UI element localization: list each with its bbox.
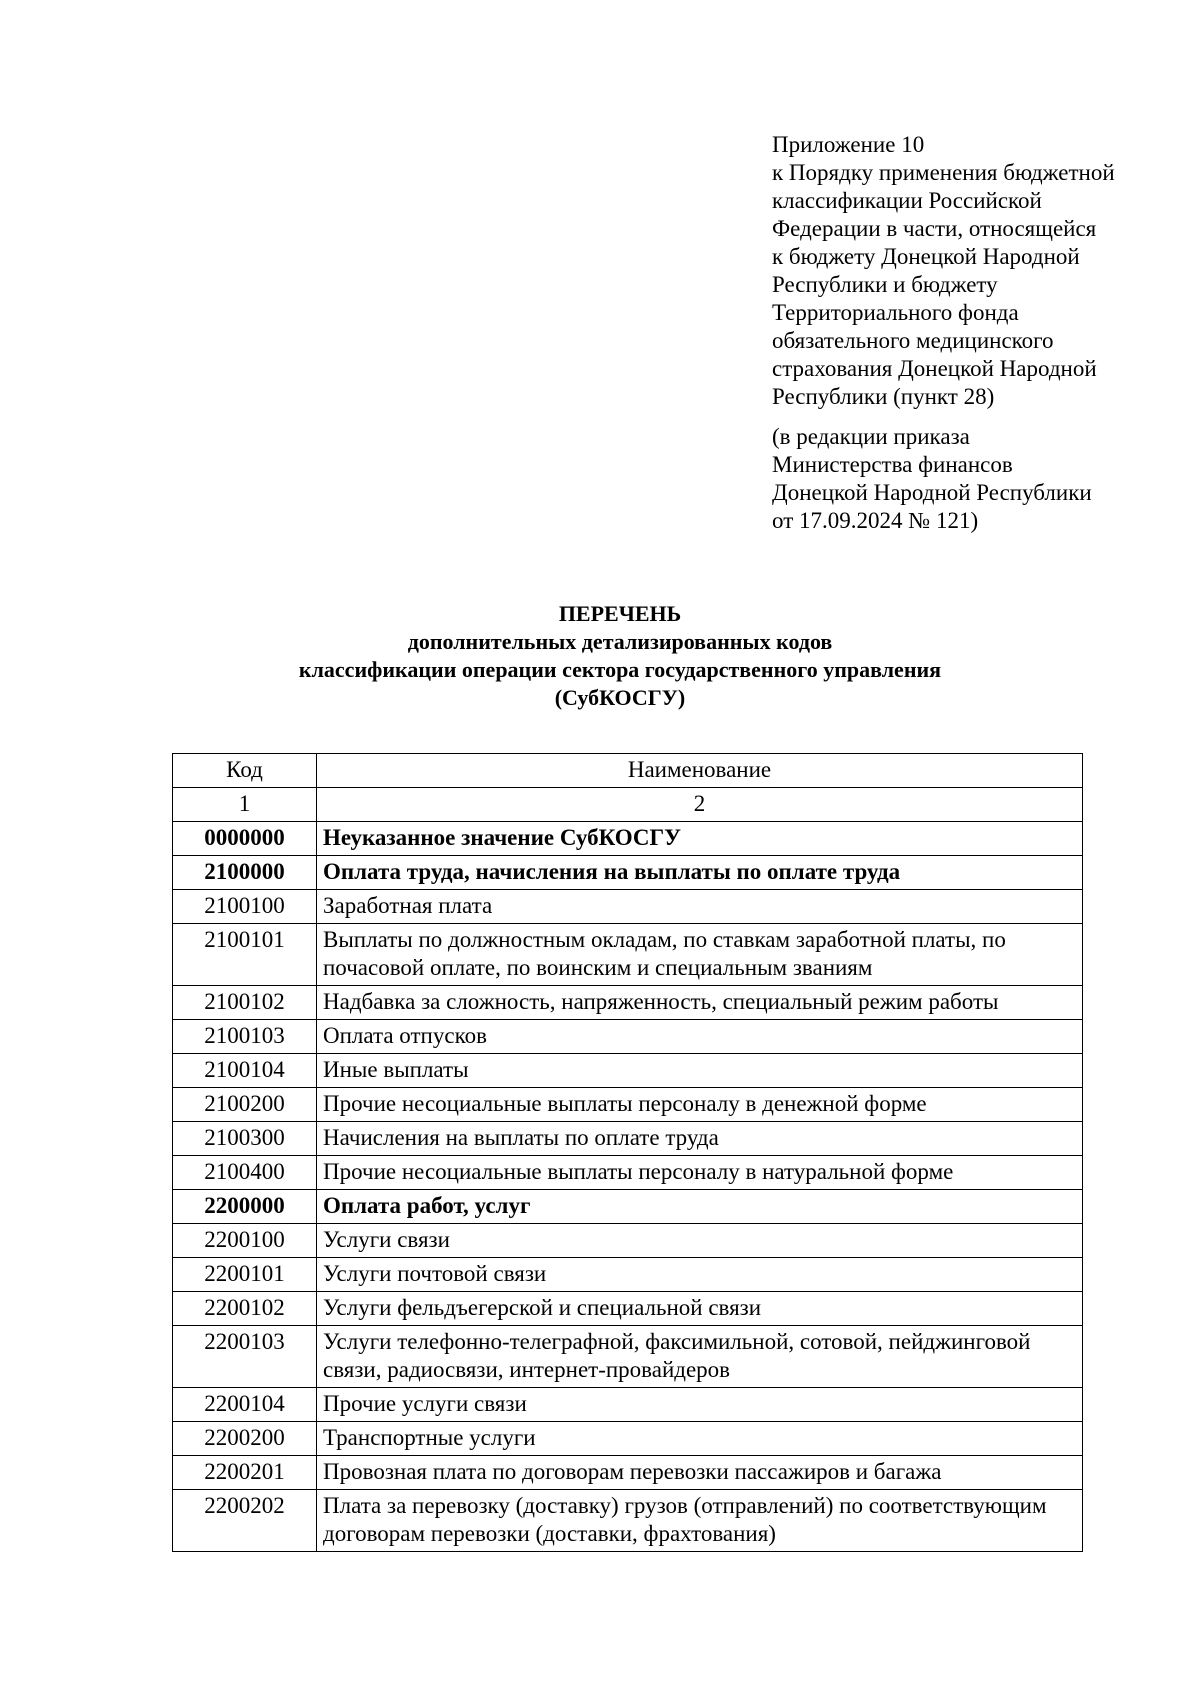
edition-line: Донецкой Народной Республики: [772, 480, 1092, 505]
subkosgu-table: [172, 753, 1083, 1552]
name-cell: Прочие несоциальные выплаты персоналу в натуральной форме: [317, 1156, 1083, 1190]
table-row: [173, 1190, 1083, 1224]
name-cell: Транспортные услуги: [317, 1422, 1083, 1456]
table-row: [173, 856, 1083, 890]
table-row: [173, 1456, 1083, 1490]
table-row: [173, 1388, 1083, 1422]
name-cell: Начисления на выплаты по оплате труда: [317, 1122, 1083, 1156]
name-cell: Прочие несоциальные выплаты персоналу в денежной форме: [317, 1088, 1083, 1122]
name-cell: Услуги почтовой связи: [317, 1258, 1083, 1292]
table-row: [173, 1490, 1083, 1552]
appendix-line: Федерации в части, относящейся: [772, 216, 1097, 241]
appendix-line: страхования Донецкой Народной: [772, 356, 1097, 381]
table-row: [173, 986, 1083, 1020]
table-numbering-row: [173, 788, 1083, 822]
column-header-name: Наименование: [317, 754, 1083, 788]
table-row: [173, 1156, 1083, 1190]
appendix-line: классификации Российской: [772, 188, 1042, 213]
code-cell: 2200101: [173, 1258, 317, 1292]
code-cell: 2100400: [173, 1156, 317, 1190]
code-cell: 2100101: [173, 924, 317, 986]
subkosgu-table-body: [173, 754, 1083, 1552]
code-cell: 2100100: [173, 890, 317, 924]
code-cell: 2100104: [173, 1054, 317, 1088]
table-row: [173, 1122, 1083, 1156]
table-row: [173, 822, 1083, 856]
table-row: [173, 1054, 1083, 1088]
name-cell: Провозная плата по договорам перевозки пассажиров и багажа: [317, 1456, 1083, 1490]
code-cell: 2100200: [173, 1088, 317, 1122]
code-cell: 2200200: [173, 1422, 317, 1456]
code-cell: 2200202: [173, 1490, 317, 1552]
appendix-line: Республики (пункт 28): [772, 384, 995, 409]
name-cell: Заработная плата: [317, 890, 1083, 924]
name-cell: Выплаты по должностным окладам, по ставкам заработной платы, по почасовой оплате, по воинским и специальным званиям: [317, 924, 1083, 986]
name-cell: Услуги фельдъегерской и специальной связи: [317, 1292, 1083, 1326]
table-row: [173, 1422, 1083, 1456]
code-cell: 2200104: [173, 1388, 317, 1422]
code-cell: 2100103: [173, 1020, 317, 1054]
document-heading: [160, 600, 1080, 712]
table-row: [173, 1224, 1083, 1258]
edition-line: от 17.09.2024 № 121): [772, 508, 979, 533]
code-cell: 0000000: [173, 822, 317, 856]
name-cell: Оплата труда, начисления на выплаты по оплате труда: [317, 856, 1083, 890]
document-subtitle: классификации операции сектора государственного управления: [298, 657, 942, 682]
column-header-code: Код: [173, 754, 317, 788]
name-cell: Услуги телефонно-телеграфной, факсимильной, сотовой, пейджинговой связи, радиосвязи, интернет-провайдеров: [317, 1326, 1083, 1388]
code-cell: 2200100: [173, 1224, 317, 1258]
code-cell: 2200201: [173, 1456, 317, 1490]
code-cell: 2100300: [173, 1122, 317, 1156]
document-title: ПЕРЕЧЕНЬ: [558, 601, 682, 626]
code-cell: 2200000: [173, 1190, 317, 1224]
code-cell: 2100000: [173, 856, 317, 890]
document-subtitle: дополнительных детализированных кодов: [407, 629, 833, 654]
table-row: [173, 924, 1083, 986]
table-row: [173, 1258, 1083, 1292]
appendix-block: [772, 131, 1172, 535]
appendix-spacer: [772, 411, 1172, 423]
column-number-code: 1: [173, 788, 317, 822]
name-cell: Неуказанное значение СубКОСГУ: [317, 822, 1083, 856]
name-cell: Оплата работ, услуг: [317, 1190, 1083, 1224]
name-cell: Плата за перевозку (доставку) грузов (отправлений) по соответствующим договорам перевозки (доставки, фрахтования): [317, 1490, 1083, 1552]
name-cell: Иные выплаты: [317, 1054, 1083, 1088]
table-row: [173, 1292, 1083, 1326]
edition-line: Министерства финансов: [772, 452, 1013, 477]
code-cell: 2100102: [173, 986, 317, 1020]
code-cell: 2200103: [173, 1326, 317, 1388]
appendix-line: обязательного медицинского: [772, 328, 1054, 353]
edition-line: (в редакции приказа: [772, 424, 970, 449]
appendix-line: Территориального фонда: [772, 300, 1019, 325]
table-row: [173, 1326, 1083, 1388]
table-row: [173, 890, 1083, 924]
table-header-row: [173, 754, 1083, 788]
column-number-name: 2: [317, 788, 1083, 822]
appendix-line: к бюджету Донецкой Народной: [772, 244, 1080, 269]
name-cell: Прочие услуги связи: [317, 1388, 1083, 1422]
table-row: [173, 1088, 1083, 1122]
name-cell: Оплата отпусков: [317, 1020, 1083, 1054]
appendix-line: к Порядку применения бюджетной: [772, 160, 1115, 185]
document-subtitle: (СубКОСГУ): [554, 685, 686, 710]
name-cell: Услуги связи: [317, 1224, 1083, 1258]
code-cell: 2200102: [173, 1292, 317, 1326]
appendix-line: Республики и бюджету: [772, 272, 998, 297]
appendix-line: Приложение 10: [772, 132, 925, 157]
name-cell: Надбавка за сложность, напряженность, специальный режим работы: [317, 986, 1083, 1020]
table-row: [173, 1020, 1083, 1054]
